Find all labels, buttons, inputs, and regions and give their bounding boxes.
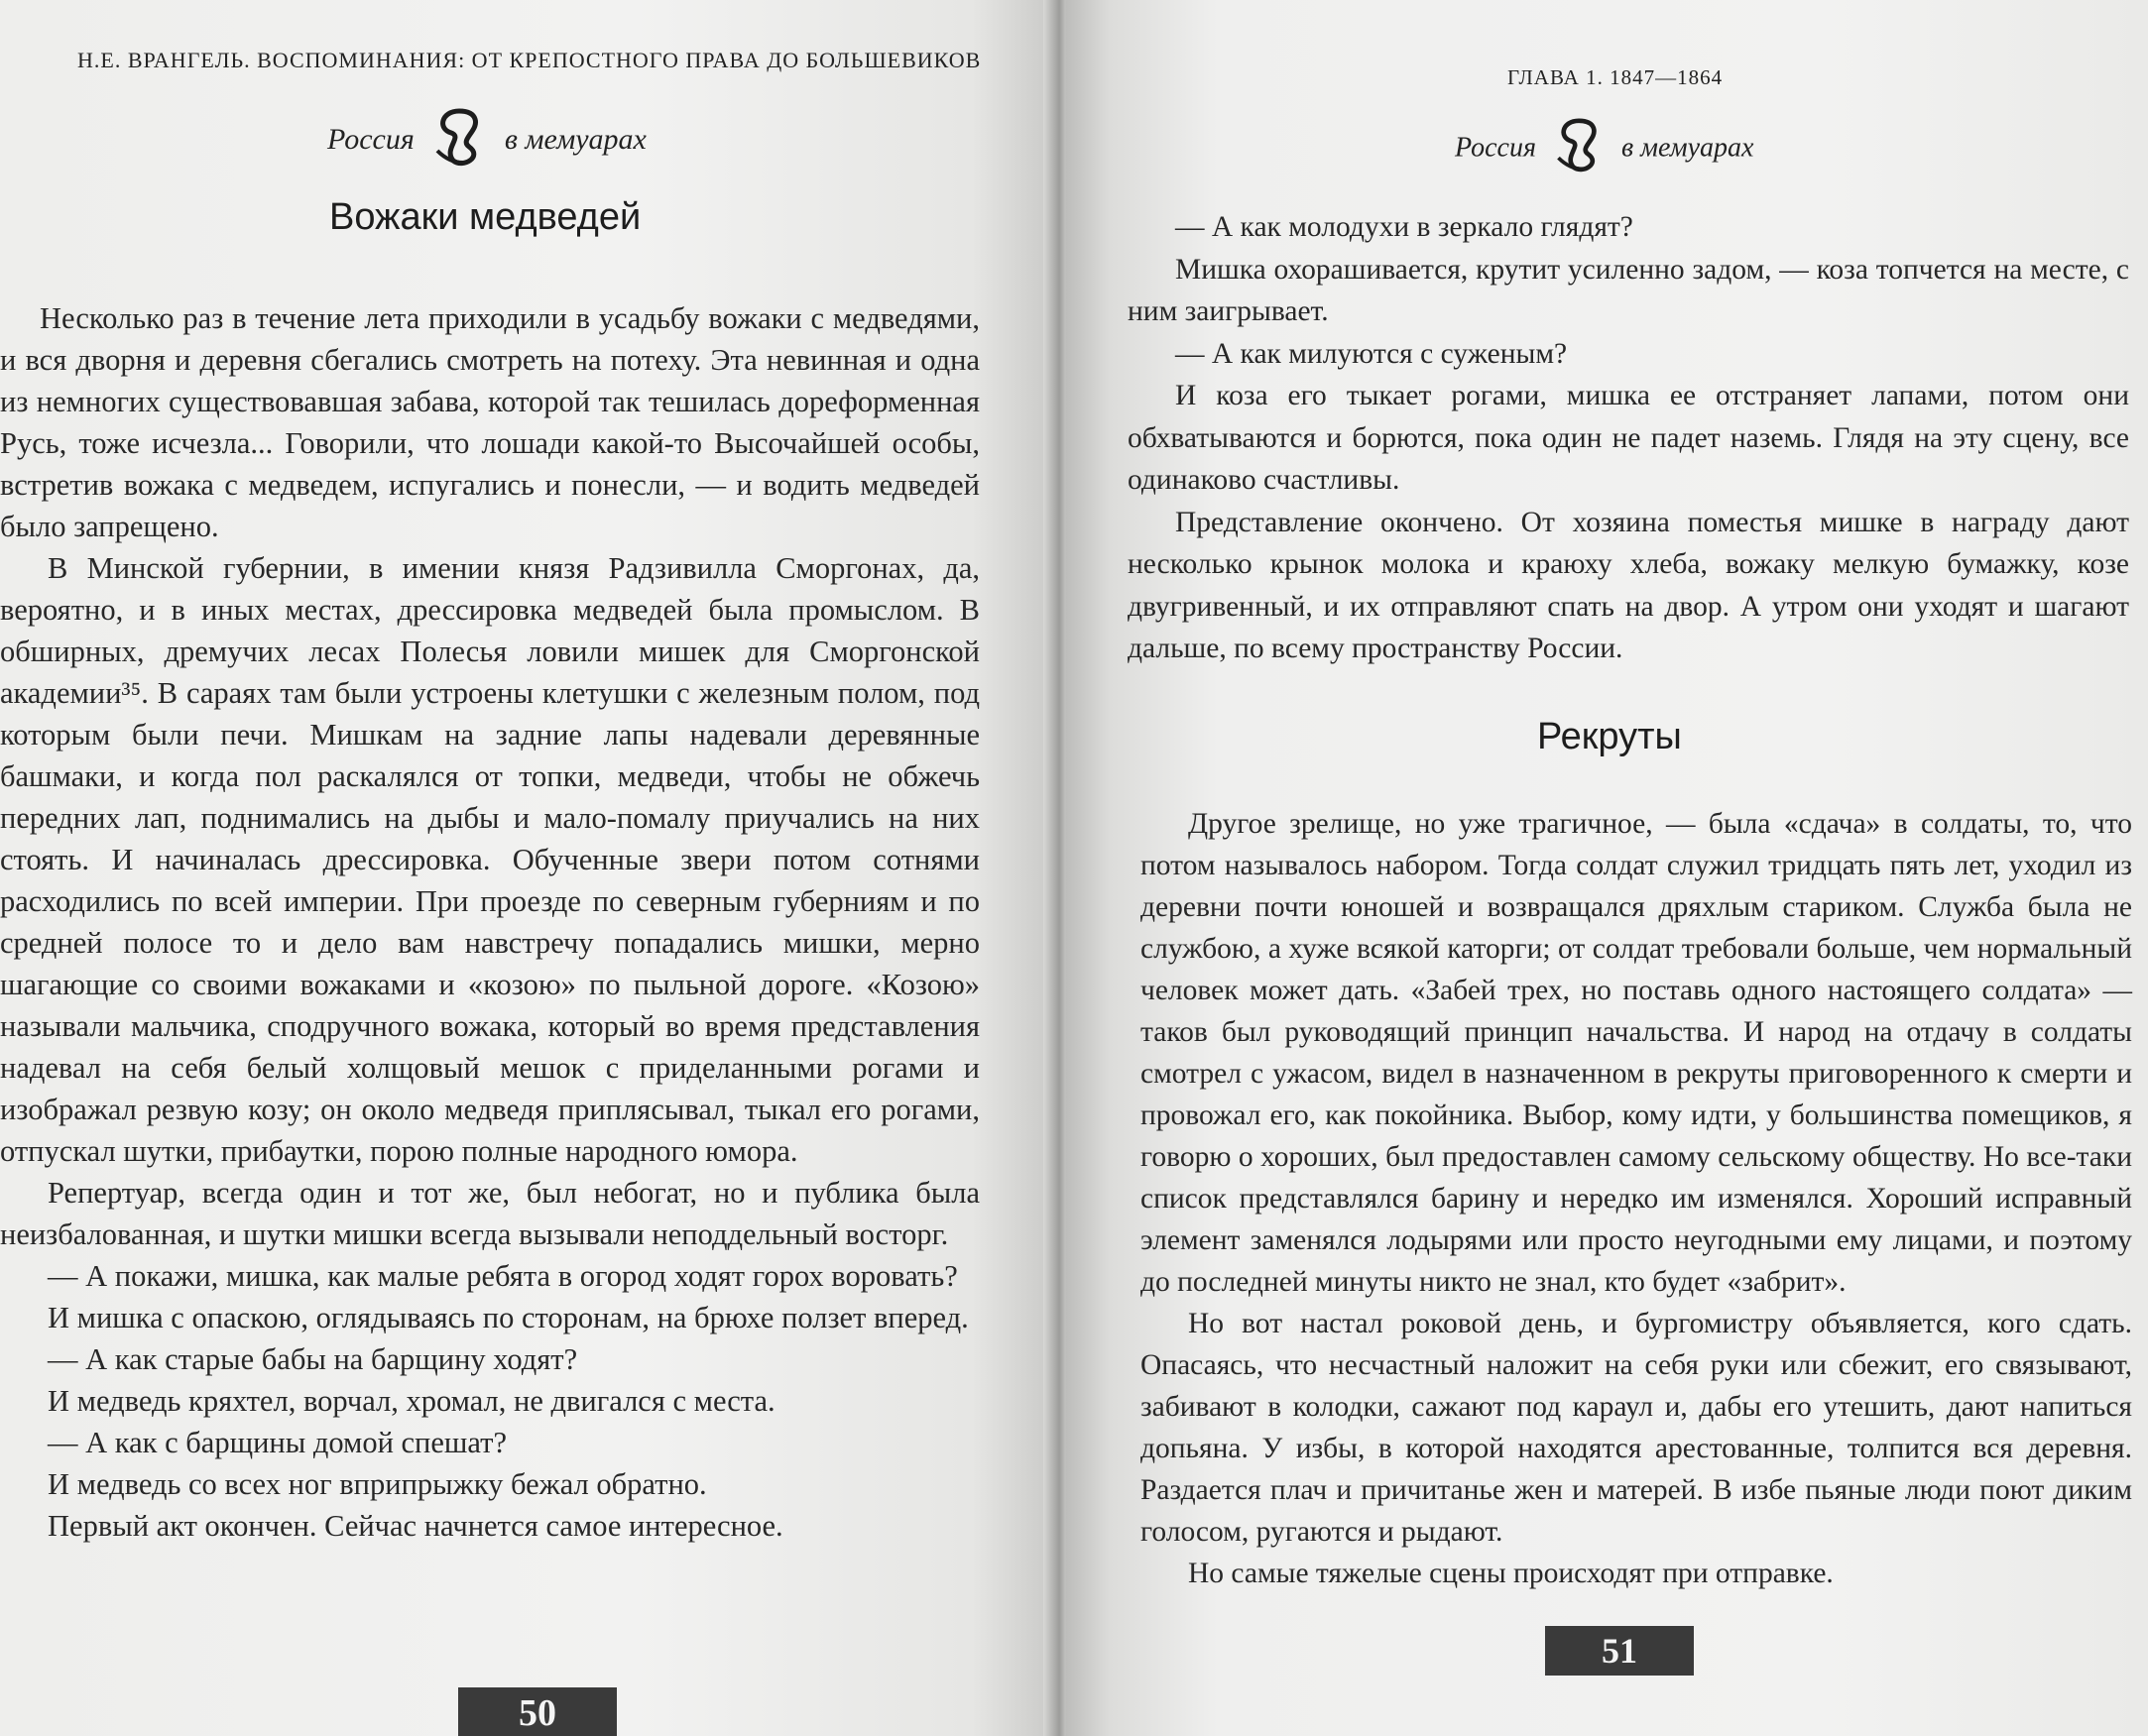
paragraph: — А как старые бабы на барщину ходят?	[48, 1342, 578, 1376]
text-block-right-top	[1128, 206, 2129, 670]
text-block-right-bottom	[1140, 803, 2132, 1594]
paragraph: — А как милуются с суженым?	[1175, 337, 1568, 370]
text-block-left	[0, 297, 980, 1547]
series-emblem-icon	[1551, 117, 1607, 182]
page-number-right: 51	[1545, 1626, 1694, 1676]
paragraph: Мишка охорашивается, крутит усиленно задом, — коза топчется на месте, с ним заигрывает.	[1128, 253, 2129, 327]
paragraph: — А как с барщины домой спешат?	[48, 1426, 508, 1459]
chapter-title-right: Рекруты	[1537, 716, 1682, 757]
running-head-left: Н.Е. ВРАНГЕЛЬ. ВОСПОМИНАНИЯ: ОТ КРЕПОСТНОГО ПРАВА ДО БОЛЬШЕВИКОВ	[77, 48, 982, 72]
paragraph: И медведь кряхтел, ворчал, хромал, не двигался с места.	[48, 1384, 776, 1418]
paragraph: Первый акт окончен. Сейчас начнется самое интересное.	[48, 1509, 783, 1543]
right-page	[1066, 0, 2148, 1736]
series-label-right: в мемуарах	[1620, 132, 1754, 164]
paragraph: Другое зрелище, но уже трагичное, — была «сдача» в солдаты, то, что потом называлось набором. Тогда солдат служил тридцать пять лет, уходил из деревни почти юношей и возвращался дряхлым стариком. Служба была не службою, а хуже всякой каторги; от солдат требовали больше, чем нормальный человек может дать. «Забей трех, но поставь одного настоящего солдата» — таков был руководящий принцип начальства. И народ на отдачу в солдаты смотрел с ужасом, видел в назначенном в рекруты приговоренного к смерти и провожал его, как покойника. Выбор, кому идти, у большинства помещиков, я говорю о хороших, был предоставлен самому сельскому обществу. Но все-таки список представлялся барину и нередко им изменялся. Хороший исправный элемент заменялся лодырями или просто неугодными ему лицами, и поэтому до последней минуты никто не знал, кто будет «забрит».	[1140, 808, 2132, 1298]
paragraph: Представление окончено. От хозяина поместья мишке в награду дают несколько крынок молока и краюху хлеба, вожаку мелкую бумажку, козе двугривенный, и их отправляют спать на двор. А утром они уходят и шагают дальше, по всему пространству России.	[1128, 506, 2129, 664]
series-banner-left	[327, 107, 647, 176]
page-number-left: 50	[458, 1687, 617, 1736]
paragraph: Несколько раз в течение лета приходили в усадьбу вожаки с медведями, и вся дворня и деревня сбегались смотреть на потеху. Эта невинная и одна из немногих существовавшая забава, которой так тешилась дореформенная Русь, тоже исчезла... Говорили, что лошади какой-то Высочайшей особы, встретив вожака с медведем, испугались и понесли, — и водить медведей было запрещено.	[0, 301, 980, 543]
left-page	[0, 0, 1056, 1736]
paragraph: — А как молодухи в зеркало глядят?	[1175, 211, 1633, 243]
series-label-left: Россия	[327, 122, 415, 156]
series-label-left: Россия	[1455, 132, 1536, 164]
chapter-title-left: Вожаки медведей	[329, 196, 642, 238]
series-emblem-icon	[429, 107, 489, 176]
running-head-right: ГЛАВА 1. 1847—1864	[1507, 65, 1724, 89]
paragraph: Но самые тяжелые сцены происходят при отправке.	[1188, 1558, 1834, 1589]
paragraph: — А покажи, мишка, как малые ребята в огород ходят горох воровать?	[48, 1259, 958, 1293]
paragraph: Но вот настал роковой день, и бургомистру объявляется, кого сдать. Опасаясь, что несчастный наложит на себя руки или сбежит, его связывают, забивают в колодки, сажают под караул и, дабы его утешить, дают напиться допьяна. У избы, в которой находятся арестованные, толпится вся деревня. Раздается плач и причитанье жен и матерей. В избе пьяные люди поют диким голосом, ругаются и рыдают.	[1140, 1308, 2132, 1548]
paragraph: И коза его тыкает рогами, мишка ее отстраняет лапами, потом они обхватываются и борются, пока один не падет наземь. Глядя на эту сцену, все одинаково счастливы.	[1128, 380, 2129, 496]
paragraph: И мишка с опаскою, оглядываясь по сторонам, на брюхе ползет вперед.	[48, 1301, 969, 1334]
paragraph: В Минской губернии, в имении князя Радзивилла Сморгонах, да, вероятно, и в иных местах, дрессировка медведей была промыслом. В обширных, дремучих лесах Полесья ловили мишек для Сморгонской академии³⁵. В сараях там были устроены клетушки с железным полом, под которым были печи. Мишкам на задние лапы надевали деревянные башмаки, и когда пол раскалялся от топки, медведи, чтобы не обжечь передних лап, поднимались на дыбы и мало-помалу приучались на них стоять. И начиналась дрессировка. Обученные звери потом сотнями расходились по всей империи. При проезде по северным губерниям и по средней полосе то и дело вам навстречу попадались мишки, мерно шагающие со своими вожаками и «козою» по пыльной дороге. «Козою» называли мальчика, сподручного вожака, который во время представления надевал на себя белый холщовый мешок с приделанными рогами и изображал резвую козу; он около медведя приплясывал, тыкал его рогами, отпускал шутки, прибаутки, порою полные народного юмора.	[0, 551, 980, 1168]
paragraph: И медведь со всех ног вприпрыжку бежал обратно.	[48, 1467, 707, 1501]
series-label-right: в мемуарах	[504, 122, 647, 156]
series-banner-right	[1455, 117, 1753, 182]
paragraph: Репертуар, всегда один и тот же, был небогат, но и публика была неизбалованная, и шутки мишки всегда вызывали неподдельный восторг.	[0, 1176, 980, 1251]
